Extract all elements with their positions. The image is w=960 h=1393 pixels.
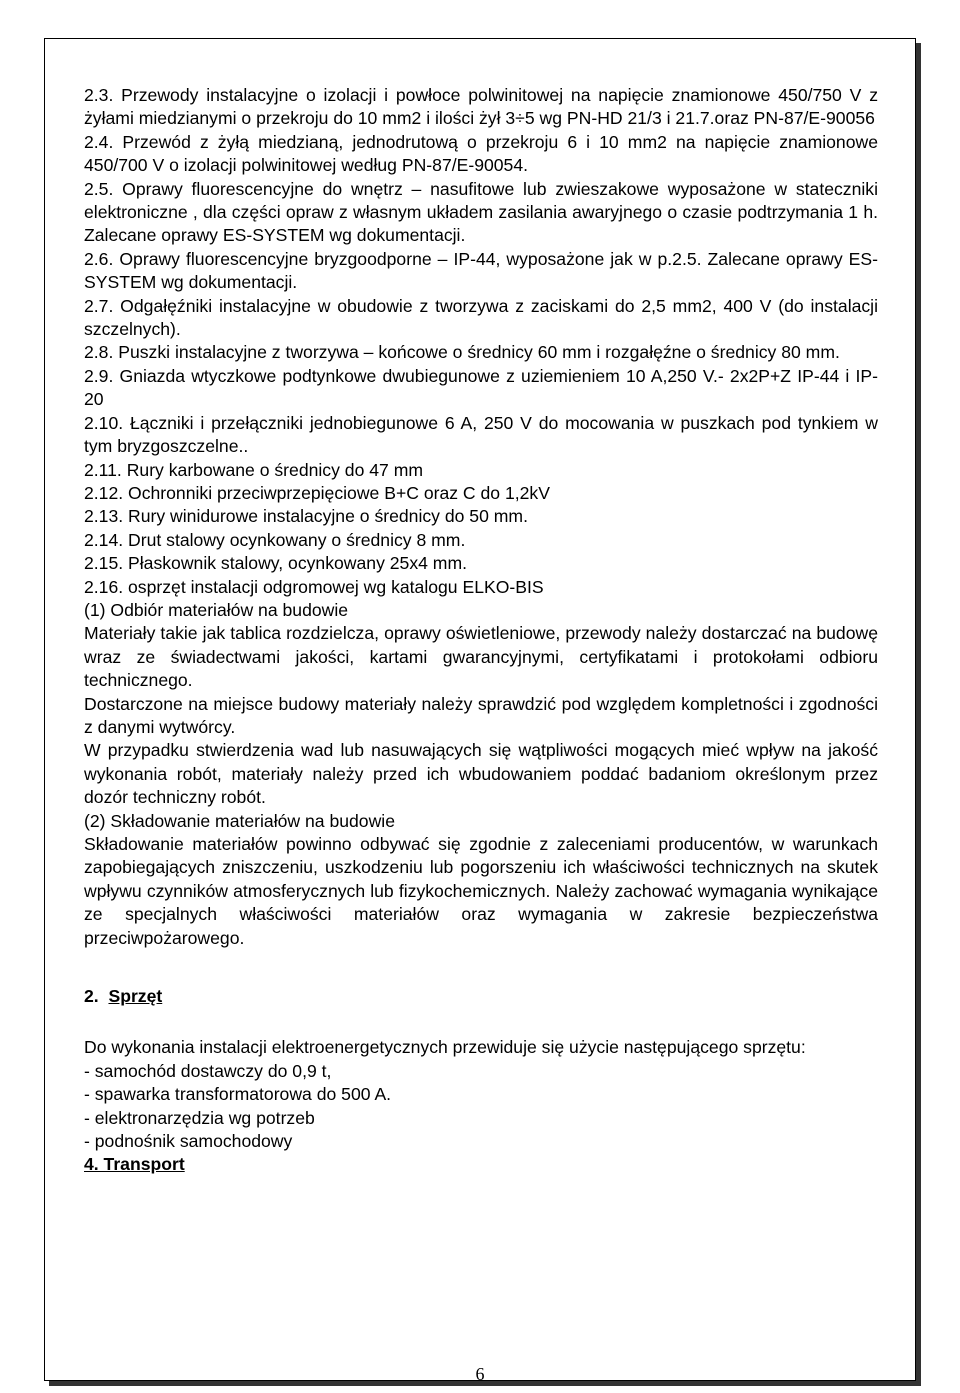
item-2-3: 2.3. Przewody instalacyjne o izolacji i powłoce polwinitowej na napięcie znamionowe 450/750 V z żyłami miedzianymi o przekroju do 10 mm2 i ilości żył 3÷5 wg PN-HD 21/3 i 21.7.oraz PN-87/E-90056 [84, 85, 878, 129]
section-4-title: 4. Transport [84, 1154, 185, 1175]
equipment-item: - podnośnik samochodowy [84, 1131, 293, 1152]
item-2-11: 2.11. Rury karbowane o średnicy do 47 mm [84, 459, 424, 480]
paragraph-skladowanie: Składowanie materiałów powinno odbywać się zgodnie z zaleceniami producentów, w warunkach zapobiegających zniszczeniu, uszkodzeniu lub pogorszeniu ich właściwości technicznych na skutek wpływu czynników atmosferycznych lub fizykochemicznych. Należy zachować wymagania wynikające ze specjalnych właściwości materiałów oraz wymagania w zakresie bezpieczeństwa przeciwpożarowego. [84, 834, 878, 948]
equipment-item: - spawarka transformatorowa do 500 A. [84, 1084, 392, 1105]
section-4-heading [84, 1153, 878, 1176]
section-2-title: Sprzęt [108, 986, 163, 1007]
item-2-15: 2.15. Płaskownik stalowy, ocynkowany 25x4 mm. [84, 553, 467, 574]
paragraph-materialy: Materiały takie jak tablica rozdzielcza, oprawy oświetleniowe, przewody należy dostarczać na budowę wraz ze świadectwami jakości, kartami gwarancyjnymi, certyfikatami i protokołami odbioru technicznego. [84, 623, 878, 691]
item-2-10: 2.10. Łączniki i przełączniki jednobiegunowe 6 A, 250 V do mocowania w puszkach pod tynkiem w tym bryzgoszczelne.. [84, 412, 878, 457]
item-2-9: 2.9. Gniazda wtyczkowe podtynkowe dwubiegunowe z uziemieniem 10 A,250 V.- 2x2P+Z IP-44 i IP-20 [84, 365, 878, 410]
equipment-item: - elektronarzędzia wg potrzeb [84, 1107, 315, 1128]
subheading-odbior: (1) Odbiór materiałów na budowie [84, 599, 349, 620]
item-2-4: 2.4. Przewód z żyłą miedzianą, jednodrutową o przekroju 6 i 10 mm2 na napięcie znamionowe 450/700 V o izolacji polwinitowej według PN-87/E-90054. [84, 131, 878, 176]
item-2-12: 2.12. Ochronniki przeciwprzepięciowe B+C oraz C do 1,2kV [84, 482, 550, 503]
item-2-7: 2.7. Odgałęźniki instalacyjne w obudowie z tworzywa z zaciskami do 2,5 mm2, 400 V (do instalacji szczelnych). [84, 295, 878, 340]
item-2-16: 2.16. osprzęt instalacji odgromowej wg katalogu ELKO-BIS [84, 576, 544, 597]
item-2-6: 2.6. Oprawy fluorescencyjne bryzgoodporne – IP-44, wyposażone jak w p.2.5. Zalecane oprawy ES-SYSTEM wg dokumentacji. [84, 248, 878, 293]
item-2-8: 2.8. Puszki instalacyjne z tworzywa – końcowe o średnicy 60 mm i rozgałęźne o średnicy 80 mm. [84, 342, 840, 363]
document-body [84, 84, 878, 1177]
page-number: 6 [475, 1364, 485, 1384]
item-2-5: 2.5. Oprawy fluorescencyjne do wnętrz – nasufitowe lub zwieszakowe wyposażone w stateczniki elektroniczne , dla części opraw z własnym układem zasilania awaryjnego o czasie podtrzymania 1 h. Zalecane oprawy ES-SYSTEM wg dokumentacji. [84, 178, 878, 246]
section-2-number: 2. [84, 986, 99, 1007]
subheading-skladowanie: (2) Składowanie materiałów na budowie [84, 810, 395, 831]
section-2-heading [84, 985, 878, 1008]
equipment-item: - samochód dostawczy do 0,9 t, [84, 1060, 332, 1081]
paragraph-wady: W przypadku stwierdzenia wad lub nasuwających się wątpliwości mogących mieć wpływ na jakość wykonania robót, materiały należy przed ich wbudowaniem poddać badaniom określonym przez dozór techniczny robót. [84, 740, 878, 808]
paragraph-dostarczone: Dostarczone na miejsce budowy materiały należy sprawdzić pod względem kompletności i zgodności z danymi wytwórcy. [84, 693, 878, 737]
item-2-13: 2.13. Rury winidurowe instalacyjne o średnicy do 50 mm. [84, 506, 528, 527]
item-2-14: 2.14. Drut stalowy ocynkowany o średnicy 8 mm. [84, 529, 466, 550]
section-2-intro: Do wykonania instalacji elektroenergetycznych przewiduje się użycie następującego sprzętu: [84, 1037, 806, 1058]
